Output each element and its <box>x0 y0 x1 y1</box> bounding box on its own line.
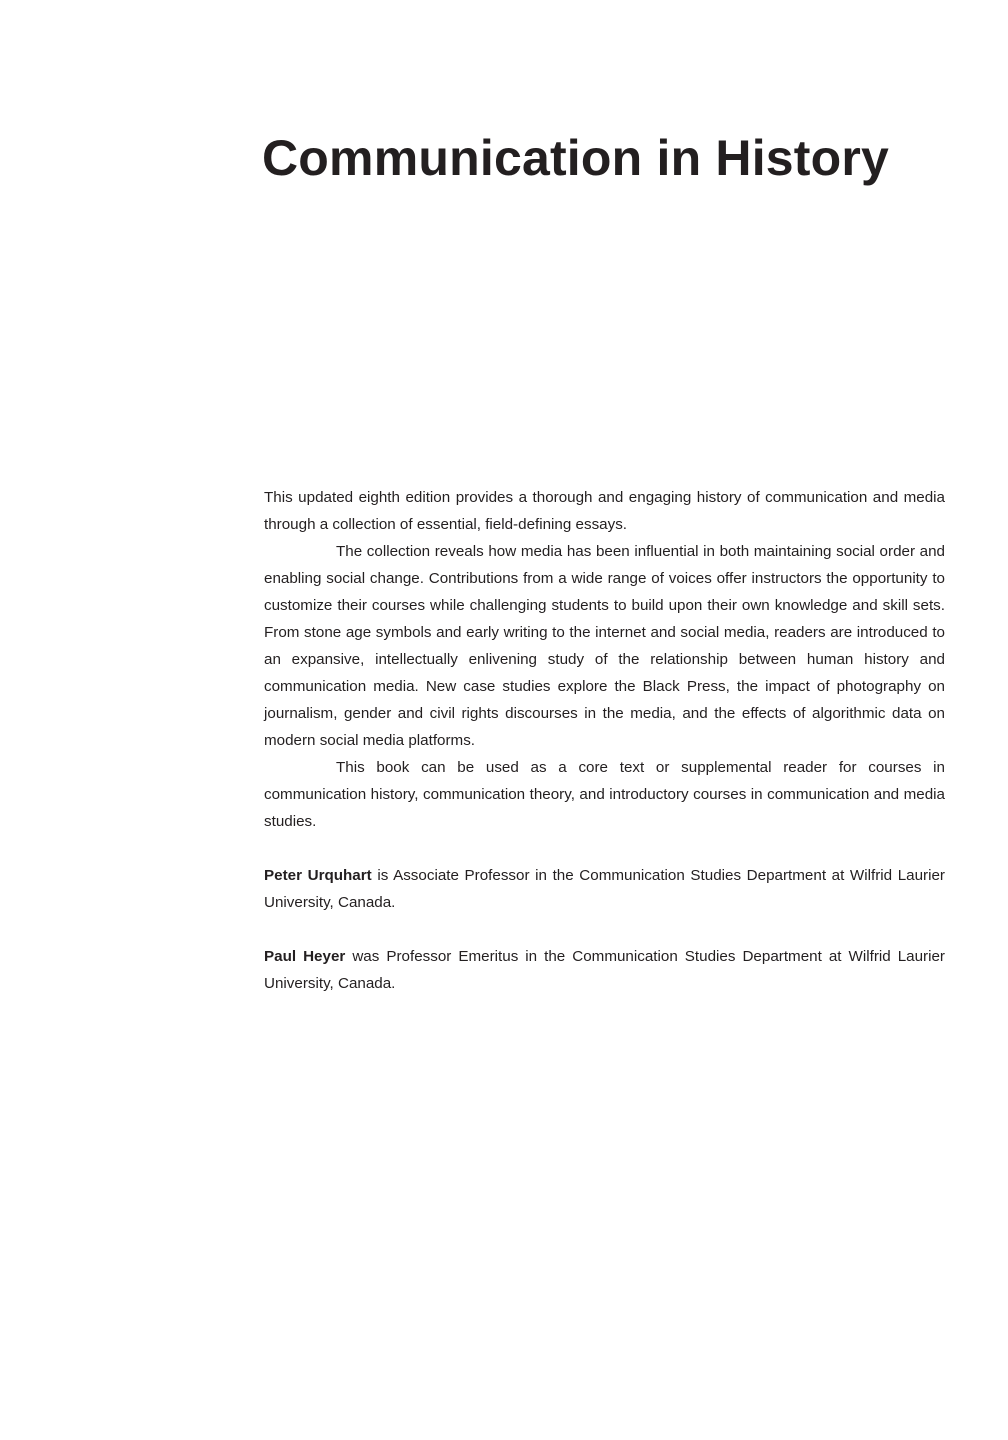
author-bio-text: was Professor Emeritus in the Communication Studies Department at Wilfrid Laurier University, Canada. <box>264 948 945 992</box>
paragraph-spacer <box>264 916 945 943</box>
back-cover-description <box>264 484 945 997</box>
paragraph-spacer <box>264 835 945 862</box>
author-name: Paul Heyer <box>264 948 346 965</box>
author-bio-text: is Associate Professor in the Communication Studies Department at Wilfrid Laurier University, Canada. <box>264 867 945 911</box>
author-bio-heyer <box>264 943 945 997</box>
description-paragraph-collection: The collection reveals how media has been influential in both maintaining social order and enabling social change. Contributions from a wide range of voices offer instructors the opportunity to customize their courses while challenging students to build upon their own knowledge and skill sets. From stone age symbols and early writing to the internet and social media, readers are introduced to an expansive, intellectually enlivening study of the relationship between human history and communication media. New case studies explore the Black Press, the impact of photography on journalism, gender and civil rights discourses in the media, and the effects of algorithmic data on modern social media platforms. <box>264 543 945 749</box>
book-title: Communication in History <box>262 130 890 186</box>
description-paragraph-intro: This updated eighth edition provides a thorough and engaging history of communication and media through a collection of essential, field-defining essays. <box>264 489 945 533</box>
author-bio-urquhart <box>264 862 945 916</box>
author-name: Peter Urquhart <box>264 867 372 884</box>
description-paragraph-usage: This book can be used as a core text or supplemental reader for courses in communication history, communication theory, and introductory courses in communication and media studies. <box>264 759 945 830</box>
